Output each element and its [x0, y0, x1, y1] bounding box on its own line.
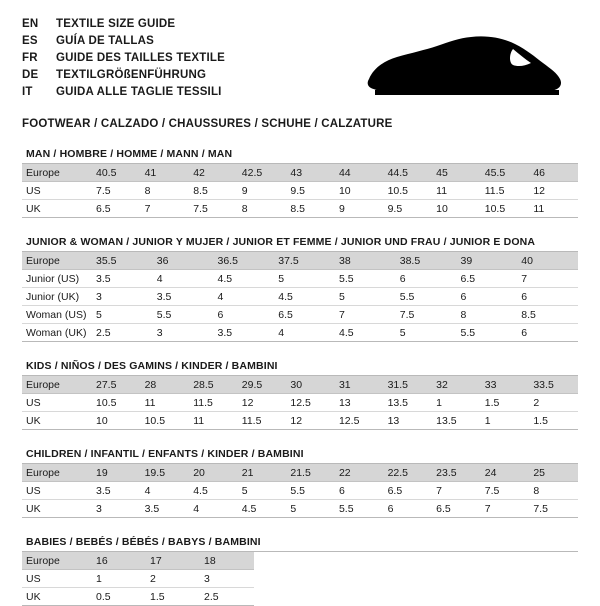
header: [22, 16, 578, 108]
size-cell: 11: [189, 412, 238, 430]
size-cell: 5: [92, 306, 153, 324]
size-cell: 1.5: [529, 412, 578, 430]
language-title-list: [22, 16, 225, 100]
language-row: [22, 33, 225, 49]
size-cell: 12: [238, 394, 287, 412]
size-cell: 3: [92, 288, 153, 306]
row-label: US: [22, 482, 92, 500]
size-cell: 3: [200, 570, 254, 588]
size-cell: 11: [432, 182, 481, 200]
section-title: CHILDREN / INFANTIL / ENFANTS / KINDER / BAMBINI: [22, 446, 578, 464]
size-cell: 12: [286, 412, 335, 430]
category-title: FOOTWEAR / CALZADO / CHAUSSURES / SCHUHE / CALZATURE: [22, 118, 393, 130]
table-row: [22, 182, 578, 200]
size-cell: 5.5: [335, 270, 396, 288]
size-cell: 5: [238, 482, 287, 500]
size-cell: 46: [529, 164, 578, 182]
size-cell: 45.5: [481, 164, 530, 182]
section-title: KIDS / NIÑOS / DES GAMINS / KINDER / BAMBINI: [22, 358, 578, 376]
table-row: [22, 270, 578, 288]
table-row: [22, 464, 578, 482]
size-cell: 8: [141, 182, 190, 200]
table-row: [22, 570, 254, 588]
size-cell: 4.5: [274, 288, 335, 306]
row-label: Europe: [22, 552, 92, 570]
size-table: [22, 552, 254, 606]
row-label: US: [22, 394, 92, 412]
size-cell: 22.5: [384, 464, 433, 482]
size-cell: 5.5: [153, 306, 214, 324]
size-cell: 22: [335, 464, 384, 482]
size-cell: 3.5: [214, 324, 275, 342]
size-cell: 16: [92, 552, 146, 570]
table-row: [22, 200, 578, 218]
size-cell: 21: [238, 464, 287, 482]
size-section: [22, 446, 578, 518]
size-cell: 37.5: [274, 252, 335, 270]
size-cell: 4.5: [238, 500, 287, 518]
size-cell: 38: [335, 252, 396, 270]
language-code: DE: [22, 69, 39, 81]
size-cell: 13: [384, 412, 433, 430]
size-cell: 36: [153, 252, 214, 270]
size-cell: 11: [529, 200, 578, 218]
size-cell: 5.5: [396, 288, 457, 306]
row-label: Europe: [22, 252, 92, 270]
size-cell: 27.5: [92, 376, 141, 394]
size-cell: 25: [529, 464, 578, 482]
size-cell: 5.5: [286, 482, 335, 500]
size-cell: 23.5: [432, 464, 481, 482]
table-row: [22, 164, 578, 182]
size-cell: 8.5: [517, 306, 578, 324]
size-cell: 29.5: [238, 376, 287, 394]
size-cell: 41: [141, 164, 190, 182]
size-cell: 19: [92, 464, 141, 482]
size-table: [22, 464, 578, 518]
size-cell: 28: [141, 376, 190, 394]
size-cell: 31.5: [384, 376, 433, 394]
size-cell: 1: [481, 412, 530, 430]
table-row: [22, 500, 578, 518]
size-cell: 10: [92, 412, 141, 430]
language-row: [22, 84, 225, 100]
size-cell: 4.5: [214, 270, 275, 288]
size-cell: 6: [517, 324, 578, 342]
table-row: [22, 252, 578, 270]
size-cell: 11.5: [481, 182, 530, 200]
size-cell: 7.5: [481, 482, 530, 500]
size-cell: 1.5: [146, 588, 200, 606]
size-cell: 33: [481, 376, 530, 394]
size-cell: 10: [335, 182, 384, 200]
table-row: [22, 552, 254, 570]
size-cell: 9.5: [286, 182, 335, 200]
size-cell: 38.5: [396, 252, 457, 270]
size-cell: 3.5: [153, 288, 214, 306]
table-row: [22, 306, 578, 324]
language-code: EN: [22, 18, 39, 30]
size-cell: 43: [286, 164, 335, 182]
size-cell: 4: [214, 288, 275, 306]
size-cell: 3.5: [92, 482, 141, 500]
table-row: [22, 376, 578, 394]
row-label: US: [22, 182, 92, 200]
size-cell: 6.5: [92, 200, 141, 218]
size-cell: 6.5: [432, 500, 481, 518]
size-cell: 11.5: [189, 394, 238, 412]
size-section: [22, 146, 578, 218]
size-cell: 7.5: [396, 306, 457, 324]
size-cell: 19.5: [141, 464, 190, 482]
size-cell: 40.5: [92, 164, 141, 182]
language-label: TEXTILE SIZE GUIDE: [56, 18, 176, 30]
size-cell: 13.5: [384, 394, 433, 412]
size-cell: 13.5: [432, 412, 481, 430]
size-cell: 3: [153, 324, 214, 342]
row-label: Europe: [22, 164, 92, 182]
size-cell: 10.5: [92, 394, 141, 412]
size-cell: 7: [481, 500, 530, 518]
size-cell: 39: [457, 252, 518, 270]
table-row: [22, 482, 578, 500]
size-cell: 6: [384, 500, 433, 518]
size-cell: 5.5: [457, 324, 518, 342]
row-label: UK: [22, 200, 92, 218]
size-cell: 18: [200, 552, 254, 570]
size-cell: 5: [396, 324, 457, 342]
size-section: [22, 234, 578, 342]
row-label: US: [22, 570, 92, 588]
size-cell: 17: [146, 552, 200, 570]
row-label: UK: [22, 500, 92, 518]
size-cell: 5: [286, 500, 335, 518]
size-cell: 5: [274, 270, 335, 288]
size-cell: 9: [238, 182, 287, 200]
language-row: [22, 67, 225, 83]
size-table: [22, 376, 578, 430]
size-cell: 7: [432, 482, 481, 500]
size-table: [22, 164, 578, 218]
size-cell: 1.5: [481, 394, 530, 412]
section-title: JUNIOR & WOMAN / JUNIOR Y MUJER / JUNIOR ET FEMME / JUNIOR UND FRAU / JUNIOR E DONA: [22, 234, 578, 252]
size-cell: 5.5: [335, 500, 384, 518]
size-cell: 5: [335, 288, 396, 306]
size-cell: 3.5: [141, 500, 190, 518]
language-row: [22, 16, 225, 32]
size-cell: 6: [517, 288, 578, 306]
size-cell: 6: [335, 482, 384, 500]
size-cell: 2: [529, 394, 578, 412]
size-cell: 42.5: [238, 164, 287, 182]
size-cell: 8.5: [189, 182, 238, 200]
table-row: [22, 288, 578, 306]
row-label: Europe: [22, 376, 92, 394]
size-cell: 11.5: [238, 412, 287, 430]
size-cell: 9: [335, 200, 384, 218]
size-cell: 2.5: [200, 588, 254, 606]
size-cell: 44.5: [384, 164, 433, 182]
size-cell: 33.5: [529, 376, 578, 394]
size-cell: 13: [335, 394, 384, 412]
size-cell: 4: [141, 482, 190, 500]
size-cell: 6.5: [384, 482, 433, 500]
size-cell: 7.5: [92, 182, 141, 200]
size-cell: 6.5: [274, 306, 335, 324]
row-label: Europe: [22, 464, 92, 482]
size-cell: 4: [274, 324, 335, 342]
size-cell: 11: [141, 394, 190, 412]
section-title: BABIES / BEBÉS / BÉBÉS / BABYS / BAMBINI: [22, 534, 578, 552]
size-cell: 12.5: [286, 394, 335, 412]
size-cell: 10.5: [481, 200, 530, 218]
language-label: TEXTILGRÖßENFÜHRUNG: [56, 69, 207, 81]
size-cell: 7: [335, 306, 396, 324]
size-cell: 6: [396, 270, 457, 288]
size-cell: 3.5: [92, 270, 153, 288]
size-cell: 45: [432, 164, 481, 182]
size-cell: 0.5: [92, 588, 146, 606]
language-row: [22, 50, 225, 66]
section-title: MAN / HOMBRE / HOMME / MANN / MAN: [22, 146, 578, 164]
row-label: UK: [22, 412, 92, 430]
size-cell: 21.5: [286, 464, 335, 482]
language-label: GUIDE DES TAILLES TEXTILE: [56, 52, 225, 64]
size-section: [22, 534, 578, 606]
language-label: GUIDA ALLE TAGLIE TESSILI: [56, 86, 222, 98]
size-cell: 24: [481, 464, 530, 482]
size-cell: 4.5: [335, 324, 396, 342]
size-cell: 10: [432, 200, 481, 218]
size-cell: 36.5: [214, 252, 275, 270]
size-cell: 7.5: [189, 200, 238, 218]
size-cell: 10.5: [384, 182, 433, 200]
size-cell: 8: [457, 306, 518, 324]
size-cell: 28.5: [189, 376, 238, 394]
size-cell: 6.5: [457, 270, 518, 288]
size-cell: 4: [189, 500, 238, 518]
size-cell: 2.5: [92, 324, 153, 342]
row-label: UK: [22, 588, 92, 606]
size-cell: 44: [335, 164, 384, 182]
size-section: [22, 358, 578, 430]
size-cell: 31: [335, 376, 384, 394]
size-cell: 6: [457, 288, 518, 306]
table-row: [22, 394, 578, 412]
size-cell: 32: [432, 376, 481, 394]
size-cell: 7.5: [529, 500, 578, 518]
size-cell: 30: [286, 376, 335, 394]
size-cell: 1: [92, 570, 146, 588]
size-cell: 6: [214, 306, 275, 324]
size-cell: 8.5: [286, 200, 335, 218]
language-label: GUÍA DE TALLAS: [56, 35, 154, 47]
table-row: [22, 412, 578, 430]
row-label: Woman (US): [22, 306, 92, 324]
size-cell: 4: [153, 270, 214, 288]
size-cell: 42: [189, 164, 238, 182]
size-cell: 12.5: [335, 412, 384, 430]
size-tables: [22, 146, 578, 606]
size-cell: 8: [238, 200, 287, 218]
size-cell: 20: [189, 464, 238, 482]
language-code: FR: [22, 52, 38, 64]
size-cell: 40: [517, 252, 578, 270]
size-cell: 8: [529, 482, 578, 500]
row-label: Junior (US): [22, 270, 92, 288]
size-cell: 10.5: [141, 412, 190, 430]
size-cell: 7: [141, 200, 190, 218]
size-cell: 35.5: [92, 252, 153, 270]
language-code: IT: [22, 86, 33, 98]
row-label: Woman (UK): [22, 324, 92, 342]
table-row: [22, 324, 578, 342]
size-cell: 2: [146, 570, 200, 588]
size-cell: 3: [92, 500, 141, 518]
size-cell: 4.5: [189, 482, 238, 500]
size-cell: 9.5: [384, 200, 433, 218]
row-label: Junior (UK): [22, 288, 92, 306]
language-code: ES: [22, 35, 38, 47]
size-cell: 12: [529, 182, 578, 200]
size-cell: 7: [517, 270, 578, 288]
table-row: [22, 588, 254, 606]
size-cell: 1: [432, 394, 481, 412]
dress-shoe-icon: [355, 30, 570, 110]
size-table: [22, 252, 578, 342]
